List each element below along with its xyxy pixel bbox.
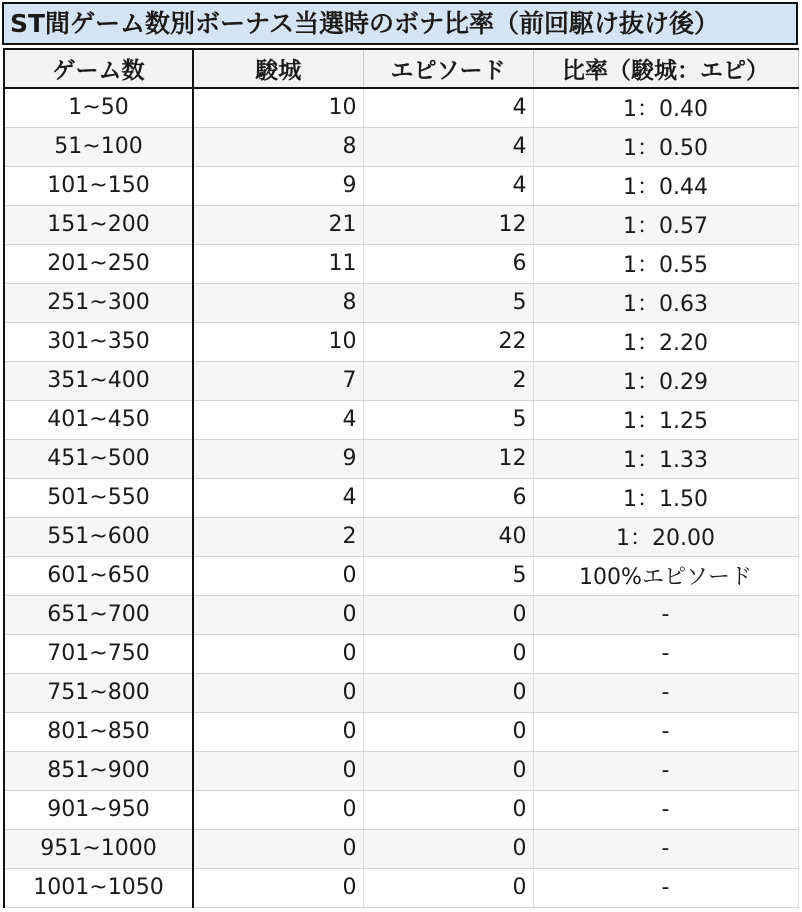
- cell-ratio[interactable]: 100%エピソード: [533, 556, 798, 595]
- table-row: [4, 634, 798, 673]
- cell-ratio[interactable]: 1：0.29: [533, 361, 798, 400]
- cell-game-count[interactable]: 601~650: [4, 556, 193, 595]
- cell-game-count[interactable]: 901~950: [4, 790, 193, 829]
- cell-episode[interactable]: 0: [363, 712, 533, 751]
- cell-ratio[interactable]: -: [533, 712, 798, 751]
- cell-shunjo[interactable]: 0: [193, 868, 363, 907]
- cell-game-count[interactable]: 301~350: [4, 322, 193, 361]
- cell-episode[interactable]: 0: [363, 790, 533, 829]
- cell-game-count[interactable]: 201~250: [4, 244, 193, 283]
- cell-shunjo[interactable]: 10: [193, 88, 363, 127]
- header-ratio[interactable]: 比率（駿城：エピ）: [533, 49, 798, 88]
- table-row: [4, 88, 798, 127]
- cell-shunjo[interactable]: 0: [193, 595, 363, 634]
- cell-shunjo[interactable]: 2: [193, 517, 363, 556]
- cell-shunjo[interactable]: 8: [193, 127, 363, 166]
- cell-episode[interactable]: 12: [363, 439, 533, 478]
- cell-game-count[interactable]: 651~700: [4, 595, 193, 634]
- cell-shunjo[interactable]: 0: [193, 634, 363, 673]
- cell-game-count[interactable]: 501~550: [4, 478, 193, 517]
- cell-shunjo[interactable]: 9: [193, 439, 363, 478]
- cell-shunjo[interactable]: 4: [193, 400, 363, 439]
- cell-shunjo[interactable]: 0: [193, 673, 363, 712]
- header-game-count[interactable]: ゲーム数: [4, 49, 193, 88]
- cell-game-count[interactable]: 401~450: [4, 400, 193, 439]
- cell-shunjo[interactable]: 0: [193, 790, 363, 829]
- table-row: [4, 127, 798, 166]
- cell-ratio[interactable]: -: [533, 751, 798, 790]
- cell-episode[interactable]: 5: [363, 283, 533, 322]
- cell-ratio[interactable]: -: [533, 829, 798, 868]
- cell-shunjo[interactable]: 0: [193, 829, 363, 868]
- cell-game-count[interactable]: 801~850: [4, 712, 193, 751]
- cell-ratio[interactable]: 1：0.55: [533, 244, 798, 283]
- cell-episode[interactable]: 4: [363, 166, 533, 205]
- cell-episode[interactable]: 0: [363, 595, 533, 634]
- table-row: [4, 595, 798, 634]
- cell-ratio[interactable]: 1：1.33: [533, 439, 798, 478]
- header-episode[interactable]: エピソード: [363, 49, 533, 88]
- cell-game-count[interactable]: 151~200: [4, 205, 193, 244]
- cell-episode[interactable]: 0: [363, 751, 533, 790]
- cell-game-count[interactable]: 851~900: [4, 751, 193, 790]
- cell-episode[interactable]: 0: [363, 634, 533, 673]
- table-row: [4, 790, 798, 829]
- cell-shunjo[interactable]: 11: [193, 244, 363, 283]
- cell-ratio[interactable]: 1：20.00: [533, 517, 798, 556]
- cell-episode[interactable]: 2: [363, 361, 533, 400]
- cell-ratio[interactable]: -: [533, 595, 798, 634]
- cell-ratio[interactable]: 1：0.57: [533, 205, 798, 244]
- cell-ratio[interactable]: 1：1.50: [533, 478, 798, 517]
- cell-game-count[interactable]: 951~1000: [4, 829, 193, 868]
- cell-shunjo[interactable]: 9: [193, 166, 363, 205]
- table-row: [4, 868, 798, 907]
- cell-game-count[interactable]: 451~500: [4, 439, 193, 478]
- cell-game-count[interactable]: 701~750: [4, 634, 193, 673]
- table-row: [4, 361, 798, 400]
- cell-game-count[interactable]: 101~150: [4, 166, 193, 205]
- cell-ratio[interactable]: 1：2.20: [533, 322, 798, 361]
- table-row: [4, 400, 798, 439]
- table-row: [4, 244, 798, 283]
- cell-episode[interactable]: 5: [363, 556, 533, 595]
- cell-game-count[interactable]: 751~800: [4, 673, 193, 712]
- table-row: [4, 517, 798, 556]
- cell-episode[interactable]: 4: [363, 127, 533, 166]
- table-row: [4, 556, 798, 595]
- cell-shunjo[interactable]: 7: [193, 361, 363, 400]
- cell-shunjo[interactable]: 8: [193, 283, 363, 322]
- cell-game-count[interactable]: 551~600: [4, 517, 193, 556]
- cell-shunjo[interactable]: 0: [193, 712, 363, 751]
- table-row: [4, 283, 798, 322]
- cell-episode[interactable]: 12: [363, 205, 533, 244]
- cell-shunjo[interactable]: 4: [193, 478, 363, 517]
- cell-shunjo[interactable]: 0: [193, 556, 363, 595]
- cell-episode[interactable]: 40: [363, 517, 533, 556]
- header-shunjo[interactable]: 駿城: [193, 49, 363, 88]
- cell-episode[interactable]: 6: [363, 478, 533, 517]
- cell-ratio[interactable]: 1：0.44: [533, 166, 798, 205]
- cell-game-count[interactable]: 51~100: [4, 127, 193, 166]
- cell-episode[interactable]: 0: [363, 868, 533, 907]
- cell-episode[interactable]: 5: [363, 400, 533, 439]
- cell-episode[interactable]: 22: [363, 322, 533, 361]
- cell-ratio[interactable]: 1：0.40: [533, 88, 798, 127]
- cell-episode[interactable]: 6: [363, 244, 533, 283]
- cell-episode[interactable]: 0: [363, 673, 533, 712]
- cell-ratio[interactable]: -: [533, 868, 798, 907]
- sheet-title: ST間ゲーム数別ボーナス当選時のボナ比率（前回駆け抜け後）: [2, 2, 798, 45]
- table-row: [4, 322, 798, 361]
- cell-ratio[interactable]: 1：0.63: [533, 283, 798, 322]
- header-row: [4, 49, 798, 88]
- table-row: [4, 829, 798, 868]
- table-row: [4, 439, 798, 478]
- cell-shunjo[interactable]: 10: [193, 322, 363, 361]
- cell-game-count[interactable]: 351~400: [4, 361, 193, 400]
- table-row: [4, 205, 798, 244]
- ratio-table: [3, 48, 799, 908]
- cell-ratio[interactable]: -: [533, 673, 798, 712]
- cell-shunjo[interactable]: 21: [193, 205, 363, 244]
- table-row: [4, 673, 798, 712]
- cell-ratio[interactable]: 1：0.50: [533, 127, 798, 166]
- cell-game-count[interactable]: 1001~1050: [4, 868, 193, 907]
- table-row: [4, 478, 798, 517]
- table-row: [4, 712, 798, 751]
- table-row: [4, 166, 798, 205]
- cell-game-count[interactable]: 251~300: [4, 283, 193, 322]
- cell-episode[interactable]: 0: [363, 829, 533, 868]
- cell-ratio[interactable]: 1：1.25: [533, 400, 798, 439]
- cell-shunjo[interactable]: 0: [193, 751, 363, 790]
- cell-ratio[interactable]: -: [533, 634, 798, 673]
- cell-game-count[interactable]: 1~50: [4, 88, 193, 127]
- table-row: [4, 751, 798, 790]
- cell-ratio[interactable]: -: [533, 790, 798, 829]
- cell-episode[interactable]: 4: [363, 88, 533, 127]
